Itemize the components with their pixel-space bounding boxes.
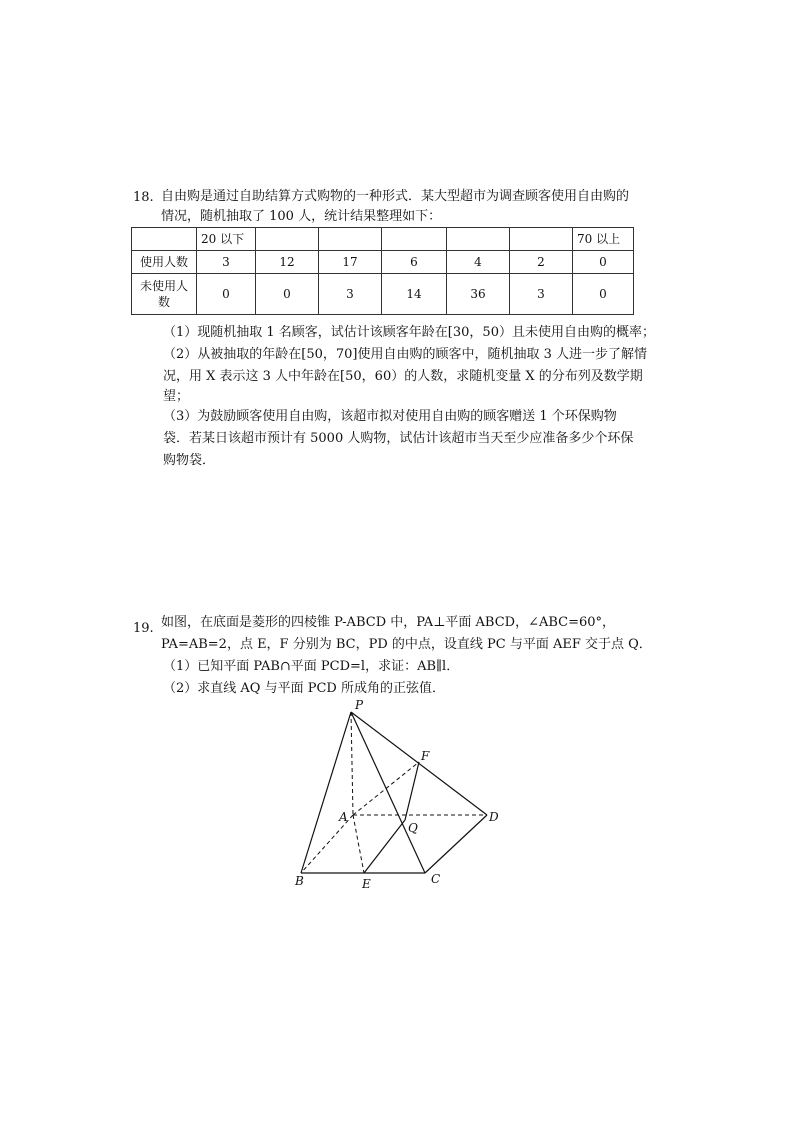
question-18-number: 18. <box>133 190 154 205</box>
edge-CD <box>425 815 487 873</box>
edge-PB <box>301 712 351 873</box>
label-A: A <box>339 810 348 824</box>
table-cell: 0 <box>573 251 634 274</box>
label-B: B <box>295 874 304 888</box>
table-cell: 2 <box>510 251 573 274</box>
label-Q: Q <box>408 821 418 835</box>
table-cell: 14 <box>382 274 447 315</box>
table-header-cell <box>319 228 382 251</box>
table-cell: 4 <box>447 251 510 274</box>
table-row <box>132 274 634 315</box>
table-header-cell <box>447 228 510 251</box>
question-19-stem-line1: 如图，在底面是菱形的四棱锥 P-ABCD 中，PA⊥平面 ABCD，∠ABC=60°， <box>161 615 616 630</box>
question-18-part1: （1）现随机抽取 1 名顾客，试估计该顾客年龄在[30，50）且未使用自由购的概率； <box>163 325 655 340</box>
table-cell: 3 <box>510 274 573 315</box>
table-header-cell <box>382 228 447 251</box>
table-cell: 0 <box>197 274 256 315</box>
question-18-part2-line1: （2）从被抽取的年龄在[50，70]使用自由购的顾客中，随机抽取 3 人进一步了解情 <box>163 347 648 362</box>
table-cell: 3 <box>319 274 382 315</box>
question-18-stem-line1: 自由购是通过自助结算方式购物的一种形式．某大型超市为调查顾客使用自由购的 <box>161 189 630 204</box>
table-header-cell <box>132 228 197 251</box>
label-P: P <box>355 698 364 712</box>
table-cell: 3 <box>197 251 256 274</box>
question-18-part3-line3: 购物袋． <box>163 453 216 468</box>
question-19-stem-line2: PA=AB=2，点 E，F 分别为 BC，PD 的中点，设直线 PC 与平面 AEF 交于点 Q． <box>161 637 652 652</box>
table-cell: 36 <box>447 274 510 315</box>
table-header-cell <box>256 228 319 251</box>
table-row <box>132 251 634 274</box>
question-19-part1: （1）已知平面 PAB∩平面 PCD=l，求证：AB∥l． <box>163 659 460 674</box>
table-header-row <box>132 228 634 251</box>
question-18-stem-line2: 情况，随机抽取了 100 人，统计结果整理如下： <box>161 209 442 224</box>
question-19-number: 19. <box>133 621 154 636</box>
question-18-part3-line1: （3）为鼓励顾客使用自由购，该超市拟对使用自由购的顾客赠送 1 个环保购物 <box>163 409 617 424</box>
table-cell: 6 <box>382 251 447 274</box>
edge-QF <box>405 762 419 820</box>
table-header-cell: 70 以上 <box>573 228 634 251</box>
table-cell: 0 <box>256 274 319 315</box>
question-18-part2-line3: 望； <box>163 389 190 404</box>
question-19-part2: （2）求直线 AQ 与平面 PCD 所成角的正弦值． <box>163 681 445 696</box>
label-E: E <box>362 877 371 891</box>
table-row-label: 未使用人数 <box>132 274 197 315</box>
table-cell: 17 <box>319 251 382 274</box>
table-cell: 0 <box>573 274 634 315</box>
question-18-part2-line2: 况，用 X 表示这 3 人中年龄在[50，60）的人数，求随机变量 X 的分布列及数学期 <box>163 369 643 384</box>
edge-EQ <box>364 820 405 873</box>
table-header-cell: 20 以下 <box>197 228 256 251</box>
table-header-cell <box>510 228 573 251</box>
statistics-table <box>131 227 634 315</box>
edge-AE <box>353 815 364 873</box>
question-18-part3-line2: 袋．若某日该超市预计有 5000 人购物，试估计该超市当天至少应准备多少个环保 <box>163 431 634 446</box>
label-C: C <box>431 872 441 886</box>
table-cell: 12 <box>256 251 319 274</box>
edge-PC <box>351 712 425 873</box>
edge-AF <box>353 762 419 815</box>
label-F: F <box>421 749 430 763</box>
edge-PD <box>351 712 487 815</box>
label-D: D <box>489 810 499 824</box>
edge-PA <box>351 712 353 815</box>
table-row-label: 使用人数 <box>132 251 197 274</box>
edge-AB <box>301 815 353 873</box>
